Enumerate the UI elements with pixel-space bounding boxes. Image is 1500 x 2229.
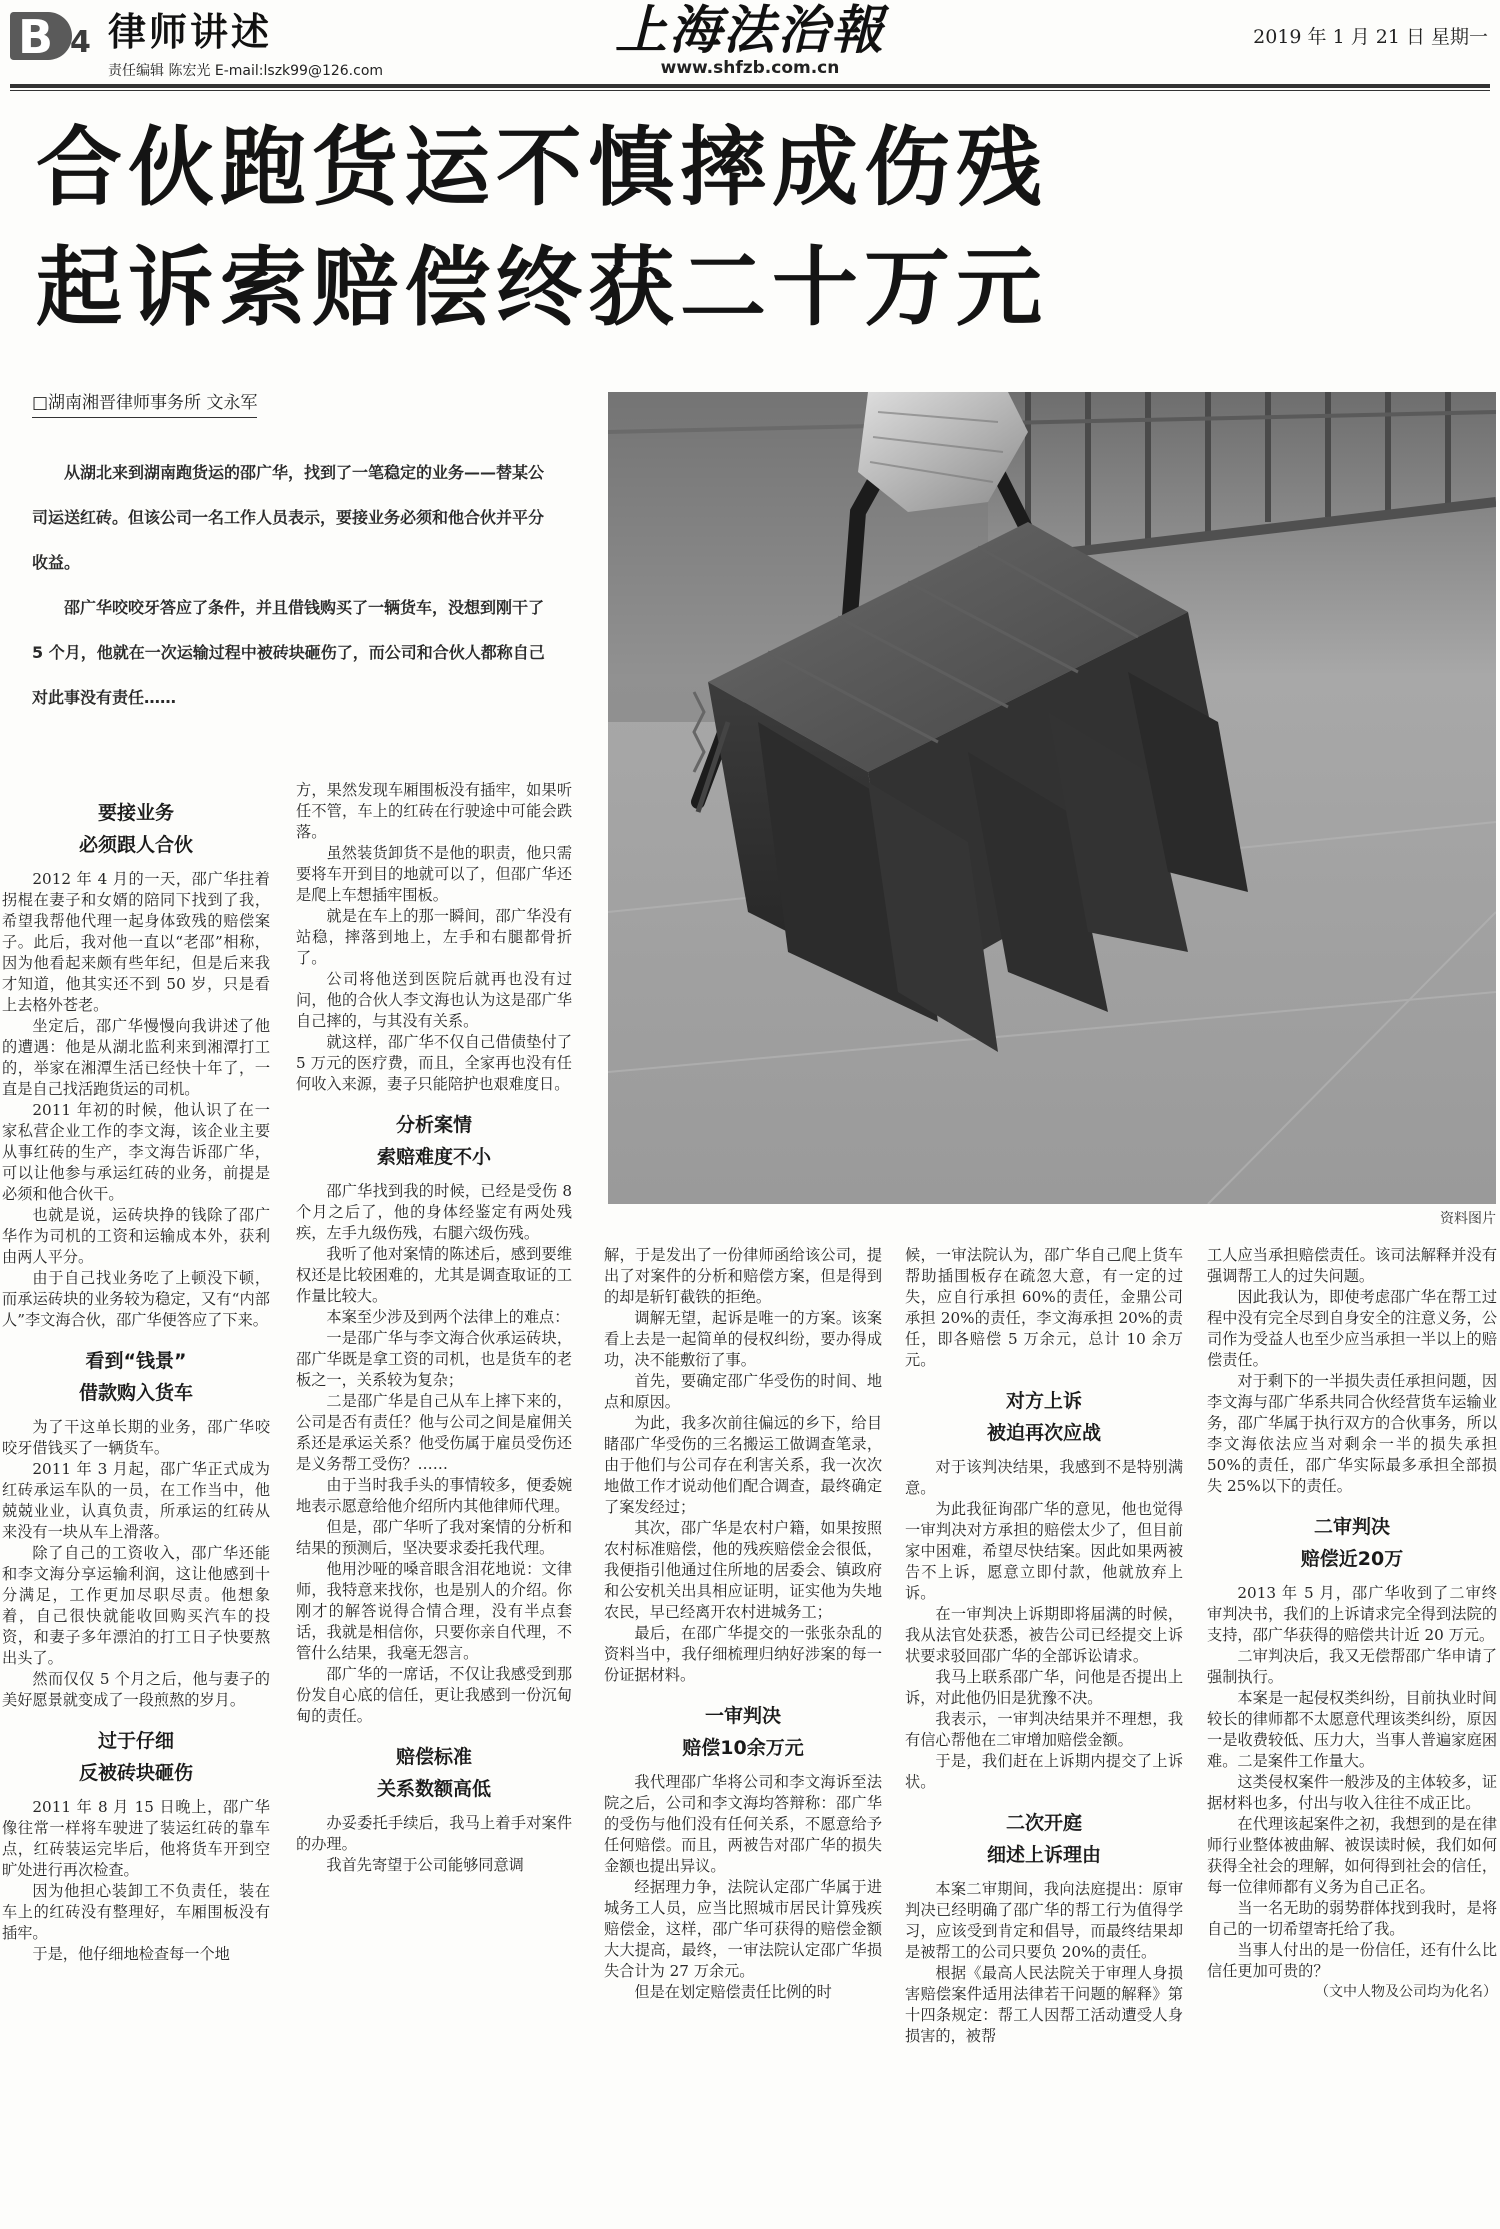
body-paragraph: 于是，他仔细地检查每一个地 [32,1945,230,1963]
body-paragraph: 由于当时我手头的事情较多，便委婉地表示愿意给他介绍所内其他律师代理。 [296,1476,572,1515]
body-paragraph: 邵广华找到我的时候，已经是受伤 8 个月之后了，他的身体经鉴定有两处残疾，左手九级伤残，右腿六级伤残。 [296,1182,572,1242]
subheading [604,1700,882,1764]
subheading-line: 看到“钱景” [85,1350,187,1372]
body-paragraph: 2013 年 5 月，邵广华收到了二审终审判决书，我们的上诉请求完全得到法院的支持，邵广华获得的赔偿共计近 20 万元。 [1207,1584,1497,1644]
body-paragraph: 工人应当承担赔偿责任。该司法解释并没有强调帮工人的过失问题。 [1207,1246,1497,1285]
subheading [2,1725,270,1789]
body-paragraph: 为此我征询邵广华的意见，他也觉得一审判决对方承担的赔偿太少了，但目前家中困难，希望尽快结案。因此如果两被告不上诉，愿意立即付款，他就放弃上诉。 [905,1500,1183,1602]
body-paragraph: 经据理力争，法院认定邵广华属于进城务工人员，应当比照城市居民计算残疾赔偿金，这样，邵广华可获得的赔偿金额大大提高，最终，一审法院认定邵广华损失合计为 27 万余元。 [604,1878,882,1980]
body-paragraph: 我听了他对案情的陈述后，感到要维权还是比较困难的，尤其是调查取证的工作量比较大。 [296,1245,572,1305]
body-paragraph: 2011 年 8 月 15 日晚上，邵广华像往常一样将车驶进了装运红砖的靠车点，红砖装运完毕后，他将货车开到空旷处进行再次检查。 [2,1798,270,1879]
body-paragraph: 当事人付出的是一份信任，还有什么比信任更加可贵的？ [1207,1941,1497,1980]
body-paragraph: 我表示，一审判决结果并不理想，我有信心帮他在二审增加赔偿金额。 [905,1710,1183,1749]
body-paragraph: 他用沙哑的嗓音眼含泪花地说：文律师，我特意来找你，也是别人的介绍。你刚才的解答说得合情合理，没有半点套话，我就是相信你，只要你亲自代理，不管什么结果，我毫无怨言。 [296,1560,572,1662]
lead-paragraph: 邵广华咬咬牙答应了条件，并且借钱购买了一辆货车，没想到刚干了 5 个月，他就在一次运输过程中被砖块砸伤了，而公司和合伙人都称自己对此事没有责任…… [32,598,545,707]
subheading-line: 要接业务 [97,802,174,824]
body-paragraph: 也就是说，运砖块挣的钱除了邵广华作为司机的工资和运输成本外，获利由两人平分。 [2,1206,270,1266]
subheading [1207,1511,1497,1575]
article-column-4 [905,1245,1183,2229]
body-paragraph: 2011 年初的时候，他认识了在一家私营企业工作的李文海，该企业主要从事红砖的生产，李文海告诉邵广华，可以让他参与承运红砖的业务，前提是必须和他合伙干。 [2,1101,270,1203]
subheading [296,1109,572,1173]
byline: □湖南湘晋律师事务所 文永军 [32,388,257,418]
body-paragraph: 坐定后，邵广华慢慢向我讲述了他的遭遇：他是从湖北监利来到湘潭打工的，举家在湘潭生活已经快十年了，一直是自己找活跑货运的司机。 [2,1017,270,1098]
lead-paragraph: 从湖北来到湖南跑货运的邵广华，找到了一笔稳定的业务——替某公司运送红砖。但该公司一名工作人员表示，要接业务必须和他合伙并平分收益。 [32,463,545,572]
body-paragraph: 但是，邵广华听了我对案情的分析和结果的预测后，坚决要求委托我代理。 [296,1518,572,1557]
body-paragraph: 对于剩下的一半损失责任承担问题，因李文海与邵广华系共同合伙经营货车运输业务，邵广华属于执行双方的合伙事务，所以李文海依法应当对剩余一半的损失承担 50%的责任，邵广华实际最多承担全部损失 25%以下的责任。 [1207,1372,1497,1495]
subheading-line: 细述上诉理由 [986,1844,1101,1866]
body-paragraph: 一是邵广华与李文海合伙承运砖块，邵广华既是拿工资的司机，也是货车的老板之一，关系较为复杂； [296,1329,572,1389]
body-paragraph: 为了干这单长期的业务，邵广华咬咬牙借钱买了一辆货车。 [2,1418,270,1457]
body-paragraph: 二审判决后，我又无偿帮邵广华申请了强制执行。 [1207,1647,1497,1686]
section-title: 律师讲述 [108,10,273,54]
article-photo [608,392,1496,1204]
page-number: 4 [70,25,91,60]
subheading-line: 必须跟人合伙 [78,834,193,856]
subheading-line: 被迫再次应战 [986,1422,1101,1444]
article-column-2 [296,780,572,2229]
body-paragraph: 我代理邵广华将公司和李文海诉至法院之后，公司和李文海均答辩称：邵广华的受伤与他们没有任何关系，不愿意给予任何赔偿。而且，两被告对邵广华的损失金额也提出异议。 [604,1773,882,1875]
subheading [2,797,270,861]
body-paragraph: 由于自己找业务吃了上顿没下顿，而承运砖块的业务较为稳定，又有“内部人”李文海合伙，邵广华便答应了下来。 [2,1269,270,1329]
subheading-line: 二次开庭 [1005,1812,1082,1834]
body-paragraph: 因此我认为，即使考虑邵广华在帮工过程中没有完全尽到自身安全的注意义务，公司作为受益人也至少应当承担一半以上的赔偿责任。 [1207,1288,1497,1369]
body-paragraph: 二是邵广华是自己从车上摔下来的，公司是否有责任？他与公司之间是雇佣关系还是承运关系？他受伤属于雇员受伤还是义务帮工受伤？…… [296,1392,572,1473]
body-paragraph: 就是在车上的那一瞬间，邵广华没有站稳，摔落到地上，左手和右腿都骨折了。 [296,907,572,967]
subheading-line: 借款购入货车 [78,1382,193,1404]
issue-date: 2019 年 1 月 21 日 星期一 [1253,26,1488,48]
subheading-line: 赔偿10余万元 [682,1737,804,1759]
body-paragraph: 调解无望，起诉是唯一的方案。该案看上去是一起简单的侵权纠纷，要办得成功，决不能敷衍了事。 [604,1309,882,1369]
body-paragraph: 根据《最高人民法院关于审理人身损害赔偿案件适用法律若干问题的解释》第十四条规定：帮工人因帮工活动遭受人身损害的，被帮 [905,1964,1183,2045]
photo-credit: 资料图片 [1440,1211,1496,1227]
masthead-rule [10,84,1490,88]
body-paragraph: 但是在划定赔偿责任比例的时 [634,1983,832,2001]
body-paragraph: 然而仅仅 5 个月之后，他与妻子的美好愿景就变成了一段煎熬的岁月。 [2,1670,270,1709]
subheading-line: 过于仔细 [97,1730,174,1752]
page-letter: B [18,10,54,64]
body-paragraph: 2012 年 4 月的一天，邵广华拄着拐棍在妻子和女婿的陪同下找到了我，希望我帮他代理一起身体致残的赔偿案子。此后，我对他一直以“老邵”相称，因为他看起来颇有些年纪，但是后来我才知道，他其实还不到 50 岁，只是看上去格外苍老。 [2,870,270,1014]
body-paragraph: 本案是一起侵权类纠纷，目前执业时间较长的律师都不太愿意代理该类纠纷，原因一是收费较低、压力大，当事人普遍家庭困难。二是案件工作量大。 [1207,1689,1497,1770]
subheading [905,1807,1183,1871]
subheading-line: 反被砖块砸伤 [78,1762,193,1784]
body-paragraph: 因为他担心装卸工不负责任，装在车上的红砖没有整理好，车厢围板没有插牢。 [2,1882,270,1942]
article-column-1 [2,797,270,2229]
body-paragraph: 办妥委托手续后，我马上着手对案件的办理。 [296,1814,572,1853]
page-number-badge [10,8,100,62]
newspaper-website: www.shfzb.com.cn [660,58,840,78]
article-column-3 [604,1245,882,2229]
subheading-line: 赔偿标准 [395,1746,472,1768]
subheading-line: 分析案情 [395,1114,472,1136]
body-paragraph: 在一审判决上诉期即将届满的时候，我从法官处获悉，被告公司已经提交上诉状要求驳回邵广华的全部诉讼请求。 [905,1605,1183,1665]
body-paragraph: 于是，我们赶在上诉期内提交了上诉状。 [905,1752,1183,1791]
names-changed-note: （文中人物及公司均为化名） [1315,1984,1497,2000]
body-paragraph: 这类侵权案件一般涉及的主体较多，证据材料也多，付出与收入往往不成正比。 [1207,1773,1497,1812]
body-paragraph: 虽然装货卸货不是他的职责，他只需要将车开到目的地就可以了，但邵广华还是爬上车想插牢围板。 [296,844,572,904]
subheading [2,1345,270,1409]
body-paragraph: 2011 年 3 月起，邵广华正式成为红砖承运车队的一员，在工作当中，他兢兢业业，认真负责，所承运的红砖从来没有一块从车上滑落。 [2,1460,270,1541]
subheading [296,1741,572,1805]
body-paragraph: 其次，邵广华是农村户籍，如果按照农村标准赔偿，他的残疾赔偿金会很低，我便指引他通过住所地的居委会、镇政府和公安机关出具相应证明，证实他为失地农民，早已经离开农村进城务工； [604,1519,882,1621]
subheading-line: 关系数额高低 [376,1778,491,1800]
headline-line-2: 起诉索赔偿终获二十万元 [36,238,1048,338]
body-paragraph: 候，一审法院认为，邵广华自己爬上货车帮助插围板存在疏忽大意，有一定的过失，应自行承担 60%的责任，金鼎公司承担 20%的责任，李文海承担 20%的责任，即各赔偿 5 万余元，总计 10 余万元。 [905,1246,1183,1369]
body-paragraph: 我马上联系邵广华，问他是否提出上诉，对此他仍旧是犹豫不决。 [905,1668,1183,1707]
body-paragraph: 在代理该起案件之初，我想到的是在律师行业整体被曲解、被误读时候，我们如何获得全社会的理解，如何得到社会的信任，每一位律师都有义务为自己正名。 [1207,1815,1497,1896]
subheading-line: 一审判决 [704,1705,781,1727]
body-paragraph: 首先，要确定邵广华受伤的时间、地点和原因。 [604,1372,882,1411]
subheading-line: 对方上诉 [1005,1390,1082,1412]
body-paragraph: 我首先寄望于公司能够同意调 [326,1856,524,1874]
photo-bricks-and-clamp [608,392,1496,1204]
editor-line: 责任编辑 陈宏光 E-mail:lszk99@126.com [108,63,384,79]
headline-line-1: 合伙跑货运不慎摔成伤残 [36,118,1048,218]
subheading-line: 二审判决 [1313,1516,1390,1538]
body-paragraph: 邵广华的一席话，不仅让我感受到那份发自心底的信任，更让我感到一份沉甸甸的责任。 [296,1665,572,1725]
body-paragraph: 公司将他送到医院后就再也没有过问，他的合伙人李文海也认为这是邵广华自己摔的，与其没有关系。 [296,970,572,1030]
body-paragraph: 解，于是发出了一份律师函给该公司，提出了对案件的分析和赔偿方案，但是得到的却是斩钉截铁的拒绝。 [604,1246,882,1306]
masthead-rule-thin [10,90,1490,91]
subheading-line: 索赔难度不小 [376,1146,491,1168]
body-paragraph: 为此，我多次前往偏远的乡下，给目睹邵广华受伤的三名搬运工做调查笔录，由于他们与公司存在利害关系，我一次次地做工作才说动他们配合调查，最终确定了案发经过； [604,1414,882,1516]
article-lead [32,450,552,720]
body-paragraph: 本案二审期间，我向法庭提出：原审判决已经明确了邵广华的帮工行为值得学习，应该受到肯定和倡导，而最终结果却是被帮工的公司只要负 20%的责任。 [905,1880,1183,1961]
body-paragraph: 本案至少涉及到两个法律上的难点： [326,1308,570,1326]
body-paragraph: 就这样，邵广华不仅自己借债垫付了 5 万元的医疗费，而且，全家再也没有任何收入来源，妻子只能陪护也艰难度日。 [296,1033,572,1093]
body-paragraph: 最后，在邵广华提交的一张张杂乱的资料当中，我仔细梳理归纳好涉案的每一份证据材料。 [604,1624,882,1684]
subheading-line: 赔偿近20万 [1300,1548,1404,1570]
subheading [905,1385,1183,1449]
body-paragraph: 对于该判决结果，我感到不是特别满意。 [905,1458,1183,1497]
body-paragraph: 当一名无助的弱势群体找到我时，是将自己的一切希望寄托给了我。 [1207,1899,1497,1938]
newspaper-logo: 上海法治報 [614,0,885,61]
body-paragraph: 除了自己的工资收入，邵广华还能和李文海分享运输利润，这让他感到十分满足，工作更加尽职尽责。他想象着，自己很快就能收回购买汽车的投资，和妻子多年漂泊的打工日子快要熬出头了。 [2,1544,270,1667]
article-column-5 [1207,1245,1497,2229]
body-paragraph: 方，果然发现车厢围板没有插牢，如果听任不管，车上的红砖在行驶途中可能会跌落。 [296,781,572,841]
